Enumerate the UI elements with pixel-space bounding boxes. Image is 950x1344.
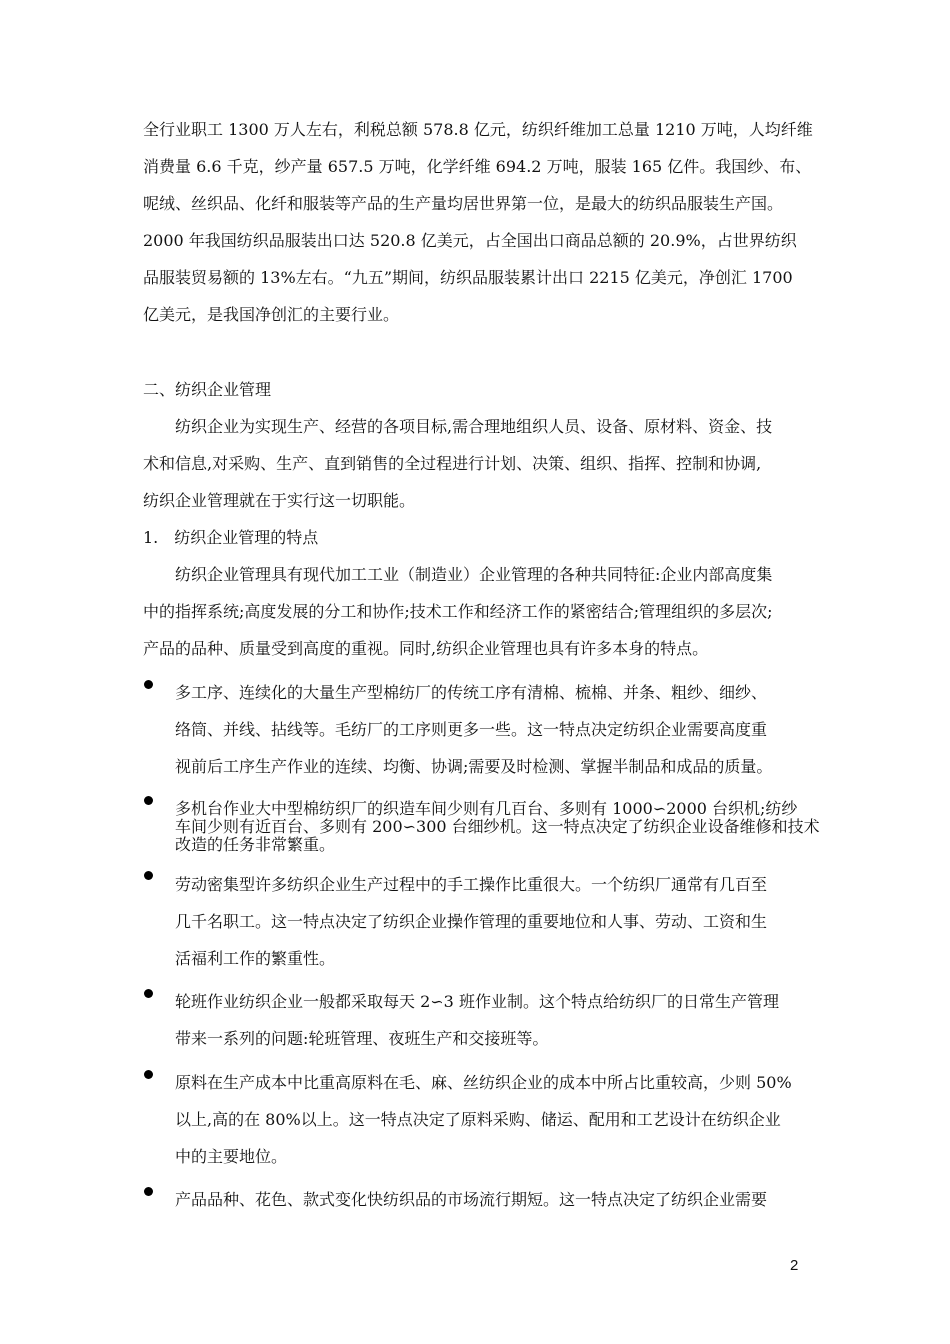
text-line: 劳动密集型许多纺织企业生产过程中的手工操作比重很大。一个纺织厂通常有几百至	[175, 875, 768, 894]
text-line: 品服装贸易额的 13%左右。“九五”期间，纺织品服装累计出口 2215 亿美元，净创汇 1700	[143, 268, 793, 287]
text-line: 纺织企业管理就在于实行这一切职能。	[143, 491, 416, 510]
text-line: 几千名职工。这一特点决定了纺织企业操作管理的重要地位和人事、劳动、工资和生	[175, 912, 768, 931]
text-line: 以上,高的在 80%以上。这一特点决定了原料采购、储运、配用和工艺设计在纺织企业	[175, 1110, 781, 1129]
text-line: 视前后工序生产作业的连续、均衡、协调;需要及时检测、掌握半制品和成品的质量。	[175, 757, 773, 776]
text-line: 亿美元，是我国净创汇的主要行业。	[143, 305, 400, 324]
text-line: 纺织企业管理具有现代加工工业（制造业）企业管理的各种共同特征:企业内部高度集	[175, 565, 773, 584]
text-line: 活福利工作的繁重性。	[175, 949, 336, 968]
text-line: 车间少则有近百台、多则有 200∽300 台细纱机。这一特点决定了纺织企业设备维修和技术	[175, 817, 820, 836]
text-line: 络筒、并线、拈线等。毛纺厂的工序则更多一些。这一特点决定纺织企业需要高度重	[175, 720, 768, 739]
text-line: 消费量 6.6 千克，纱产量 657.5 万吨，化学纤维 694.2 万吨，服装 165 亿件。我国纱、布、	[143, 157, 812, 176]
text-line: 中的指挥系统;高度发展的分工和协作;技术工作和经济工作的紧密结合;管理组织的多层次;	[143, 602, 773, 621]
bullet-dot	[144, 680, 153, 689]
text-line: 产品品种、花色、款式变化快纺织品的市场流行期短。这一特点决定了纺织企业需要	[175, 1190, 768, 1209]
text-line: 轮班作业纺织企业一般都采取每天 2∽3 班作业制。这个特点给纺织厂的日常生产管理	[175, 992, 779, 1011]
text-line: 2000 年我国纺织品服装出口达 520.8 亿美元，占全国出口商品总额的 20.9%，占世界纺织	[143, 231, 797, 250]
text-line: 改造的任务非常繁重。	[175, 835, 336, 854]
text-line: 纺织企业为实现生产、经营的各项目标,需合理地组织人员、设备、原材料、资金、技	[175, 417, 773, 436]
bullet-dot	[144, 796, 153, 805]
section-heading: 二、纺织企业管理	[143, 380, 272, 399]
text-line: 全行业职工 1300 万人左右，利税总额 578.8 亿元，纺织纤维加工总量 1210 万吨，人均纤维	[143, 120, 813, 139]
text-line: 带来一系列的问题:轮班管理、夜班生产和交接班等。	[175, 1029, 549, 1048]
bullet-dot	[144, 1187, 153, 1196]
bullet-dot	[144, 989, 153, 998]
text-line: 术和信息,对采购、生产、直到销售的全过程进行计划、决策、组织、指挥、控制和协调,	[143, 454, 762, 473]
text-line: 原料在生产成本中比重高原料在毛、麻、丝纺织企业的成本中所占比重较高，少则 50%	[175, 1073, 792, 1092]
subsection-heading: 1. 纺织企业管理的特点	[143, 528, 319, 547]
text-line: 多机台作业大中型棉纺织厂的织造车间少则有几百台、多则有 1000∽2000 台织机;纺纱	[175, 799, 798, 818]
text-line: 中的主要地位。	[175, 1147, 288, 1166]
bullet-dot	[144, 1070, 153, 1079]
text-line: 产品的品种、质量受到高度的重视。同时,纺织企业管理也具有许多本身的特点。	[143, 639, 709, 658]
page-number: 2	[790, 1257, 799, 1274]
text-line: 多工序、连续化的大量生产型棉纺厂的传统工序有清棉、梳棉、并条、粗纱、细纱、	[175, 683, 768, 702]
text-line: 呢绒、丝织品、化纤和服装等产品的生产量均居世界第一位，是最大的纺织品服装生产国。	[143, 194, 784, 213]
bullet-dot	[144, 871, 153, 880]
